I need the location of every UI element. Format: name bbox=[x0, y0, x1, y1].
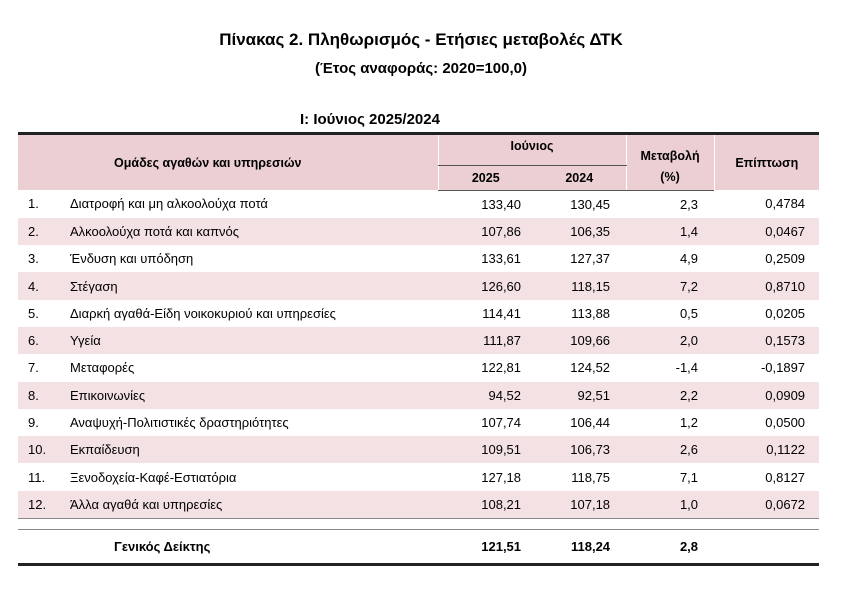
row-group: Αναψυχή-Πολιτιστικές δραστηριότητες bbox=[70, 415, 289, 431]
table-row bbox=[18, 218, 819, 245]
header-year-2024: 2024 bbox=[533, 165, 626, 190]
row-value-2024: 113,88 bbox=[571, 305, 611, 321]
row-number: 1. bbox=[28, 196, 39, 212]
header-groups: Ομάδες αγαθών και υπηρεσιών bbox=[18, 134, 438, 191]
table-body bbox=[18, 190, 819, 565]
row-impact: 0,8710 bbox=[714, 272, 819, 299]
table-row bbox=[18, 436, 819, 463]
row-number: 6. bbox=[18, 327, 64, 354]
row-value-2024: 118,15 bbox=[533, 272, 626, 299]
row-group: Άλλα αγαθά και υπηρεσίες bbox=[64, 491, 438, 519]
total-value-2024: 118,24 bbox=[533, 530, 626, 565]
header-month-label: Ιούνιος bbox=[510, 138, 554, 153]
section-title: I: Ιούνιος 2025/2024 bbox=[300, 111, 440, 128]
row-number: 10. bbox=[18, 436, 64, 463]
header-month bbox=[438, 134, 626, 166]
header-pct: (%) bbox=[626, 165, 714, 190]
total-change: 2,8 bbox=[626, 530, 714, 565]
header-change: Μεταβολή bbox=[626, 134, 714, 166]
spacer-row bbox=[18, 519, 819, 530]
row-change: 7,2 bbox=[626, 272, 714, 299]
row-value-2025: 126,60 bbox=[438, 272, 533, 299]
row-value-2024: 106,73 bbox=[533, 436, 626, 463]
row-group: Στέγαση bbox=[64, 272, 438, 299]
row-number: 2. bbox=[18, 218, 64, 245]
row-value-2024: 92,51 bbox=[533, 382, 626, 409]
table-row bbox=[18, 327, 819, 354]
row-value-2024: 124,52 bbox=[570, 360, 611, 376]
row-value-2024: 107,18 bbox=[533, 491, 626, 519]
row-group: Ένδυση και υπόδηση bbox=[70, 251, 194, 267]
row-value-2024: 109,66 bbox=[533, 327, 626, 354]
row-value-2025: 127,18 bbox=[481, 469, 522, 485]
row-number: 5. bbox=[28, 305, 39, 321]
row-number: 8. bbox=[18, 382, 64, 409]
header-impact: Επίπτωση bbox=[714, 134, 819, 191]
row-number: 3. bbox=[28, 251, 39, 267]
table-subtitle: (Έτος αναφοράς: 2020=100,0) bbox=[315, 60, 527, 77]
row-change: 2,0 bbox=[626, 327, 714, 354]
row-value-2025: 109,51 bbox=[438, 436, 533, 463]
table-row bbox=[18, 463, 819, 490]
row-impact: 0,0909 bbox=[714, 382, 819, 409]
row-impact: 0,0672 bbox=[714, 491, 819, 519]
row-group: Υγεία bbox=[64, 327, 438, 354]
row-impact: -0,1897 bbox=[760, 360, 806, 376]
total-label: Γενικός Δείκτης bbox=[64, 530, 438, 565]
row-change: 0,5 bbox=[679, 305, 699, 321]
spacer-cell bbox=[18, 519, 64, 530]
row-value-2025: 107,86 bbox=[438, 218, 533, 245]
total-impact bbox=[714, 530, 819, 565]
row-change: 2,3 bbox=[679, 196, 699, 212]
row-change: 7,1 bbox=[679, 469, 699, 485]
row-number: 11. bbox=[28, 469, 46, 485]
row-change: 1,0 bbox=[626, 491, 714, 519]
row-number: 9. bbox=[28, 415, 39, 431]
row-group: Αλκοολούχα ποτά και καπνός bbox=[64, 218, 438, 245]
row-impact: 0,8127 bbox=[765, 469, 806, 485]
row-group: Μεταφορές bbox=[70, 360, 135, 376]
table-row bbox=[18, 354, 819, 381]
header-year-2025: 2025 bbox=[438, 165, 533, 190]
total-value-2025: 121,51 bbox=[438, 530, 533, 565]
row-impact: 0,2509 bbox=[765, 251, 806, 267]
row-impact: 0,0205 bbox=[765, 305, 806, 321]
table-row bbox=[18, 245, 819, 272]
row-change: -1,4 bbox=[675, 360, 699, 376]
row-change: 1,4 bbox=[626, 218, 714, 245]
row-value-2025: 108,21 bbox=[438, 491, 533, 519]
row-value-2024: 130,45 bbox=[570, 196, 611, 212]
row-value-2024: 118,75 bbox=[571, 469, 611, 485]
total-row bbox=[18, 530, 819, 565]
table-row bbox=[18, 272, 819, 299]
table-row bbox=[18, 409, 819, 436]
row-number: 12. bbox=[18, 491, 64, 519]
row-value-2025: 133,61 bbox=[481, 251, 522, 267]
row-impact: 0,1122 bbox=[714, 436, 819, 463]
row-change: 2,6 bbox=[626, 436, 714, 463]
spacer-cell bbox=[438, 519, 533, 530]
total-number bbox=[18, 530, 64, 565]
inflation-table bbox=[18, 132, 819, 566]
row-value-2024: 127,37 bbox=[570, 251, 611, 267]
row-number: 4. bbox=[18, 272, 64, 299]
row-impact: 0,0500 bbox=[765, 415, 806, 431]
row-change: 1,2 bbox=[679, 415, 699, 431]
row-impact: 0,0467 bbox=[714, 218, 819, 245]
row-impact: 0,1573 bbox=[714, 327, 819, 354]
row-impact: 0,4784 bbox=[765, 196, 806, 212]
table-row bbox=[18, 190, 819, 218]
row-group: Διαρκή αγαθά-Είδη νοικοκυριού και υπηρεσίες bbox=[70, 305, 336, 321]
row-change: 4,9 bbox=[679, 251, 699, 267]
row-value-2025: 94,52 bbox=[438, 382, 533, 409]
row-value-2024: 106,35 bbox=[533, 218, 626, 245]
row-value-2025: 114,41 bbox=[482, 305, 522, 321]
row-value-2025: 122,81 bbox=[481, 360, 522, 376]
row-value-2024: 106,44 bbox=[570, 415, 611, 431]
table-row bbox=[18, 300, 819, 327]
spacer-cell bbox=[626, 519, 714, 530]
row-group: Εκπαίδευση bbox=[64, 436, 438, 463]
table-title: Πίνακας 2. Πληθωρισμός - Ετήσιες μεταβολές ΔΤΚ bbox=[219, 30, 623, 49]
spacer-cell bbox=[533, 519, 626, 530]
table-row bbox=[18, 491, 819, 519]
row-group: Ξενοδοχεία-Καφέ-Εστιατόρια bbox=[70, 469, 237, 485]
row-value-2025: 111,87 bbox=[438, 327, 533, 354]
row-group: Διατροφή και μη αλκοολούχα ποτά bbox=[70, 196, 268, 212]
row-change: 2,2 bbox=[626, 382, 714, 409]
spacer-cell bbox=[714, 519, 819, 530]
row-number: 7. bbox=[28, 360, 39, 376]
table-row bbox=[18, 382, 819, 409]
row-value-2025: 107,74 bbox=[481, 415, 522, 431]
row-value-2025: 133,40 bbox=[481, 196, 522, 212]
spacer-cell bbox=[64, 519, 438, 530]
row-group: Επικοινωνίες bbox=[64, 382, 438, 409]
